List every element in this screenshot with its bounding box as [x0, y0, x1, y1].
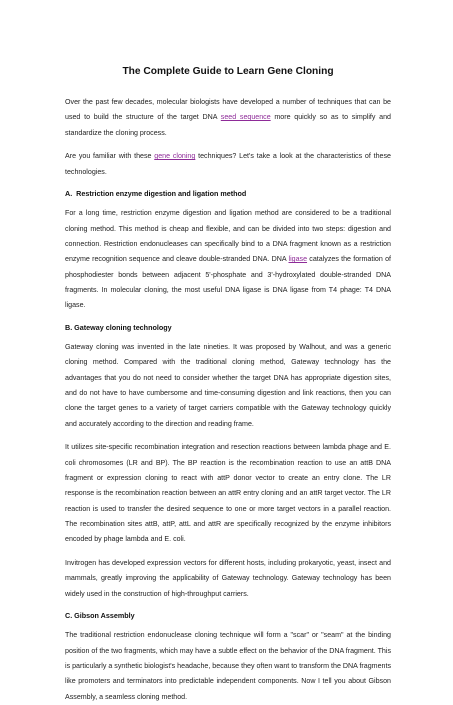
- page-title: The Complete Guide to Learn Gene Cloning: [122, 66, 334, 77]
- section-b-paragraph-3: Invitrogen has developed expression vectors for different hosts, including prokaryotic, yeast, insect and mammals, greatly improving the applicability of Gateway technology. Gateway technology has been widely used in the construction of high-throughput carriers.: [65, 558, 391, 598]
- section-b-paragraph-1: Gateway cloning was invented in the late nineties. It was proposed by Walhout, and was a generic cloning method. Compared with the traditional cloning method, Gateway technology has the advantages that you do not need to consider whether the target DNA has appropriate digestion sites, and do not have to have cumbersome and time-consuming digestion and link reactions, then you can clone the target genes to a variety of target carriers compatible with the Gateway technology quickly and accurately according to the direction and reading frame.: [65, 343, 391, 428]
- section-b-heading: B. Gateway cloning technology: [65, 323, 172, 333]
- section-c-paragraph-1: The traditional restriction endonuclease cloning technique will form a "scar" or "seam" at the binding position of the two fragments, which may have a subtle effect on the behavior of the DNA fragment. This is particularly a synthetic biologist's headache, because they often want to transform the DNA fragments like promoters and terminators into predictable independent components. Now I tell you about Gibson Assembly, a seamless cloning method.: [65, 631, 391, 701]
- section-b-paragraph-2: It utilizes site-specific recombination integration and resection reactions between lambda phage and E. coli chromosomes (LR and BP). The BP reaction is the recombination reaction to use an attB DNA fragment or expression cloning to react with attP donor vector to create an entry clone. The LR response is the recombination reaction between an attR entry cloning and an attR target vector. The LR reaction is used to transfer the desired sequence to one or more target vectors in a parallel reaction. The recombination sites attB, attP, attL and attR are specifically recognized by the enzyme inhibitors encoded by phage lambda and E. coli.: [65, 443, 391, 544]
- section-a-text-after: catalyzes the formation of phosphodiester bonds between adjacent 5'-phosphate and 3'-hydroxylated double-stranded DNA fragments. In molecular cloning, the most useful DNA ligase is DNA ligase from T4 phage: T4 DNA ligase.: [65, 255, 391, 310]
- intro-p1-text-before: Over the past few decades, molecular biologists have developed a number of techniques that can be used to build the structure of the target DNA: [65, 98, 391, 122]
- gene-cloning-link[interactable]: gene cloning: [154, 152, 196, 161]
- intro-paragraph-1: [65, 95, 391, 141]
- ligase-link[interactable]: ligase: [288, 255, 308, 264]
- section-c-heading: C. Gibson Assembly: [65, 611, 135, 621]
- section-a-paragraph: [65, 206, 391, 313]
- section-a-heading: A. Restriction enzyme digestion and ligation method: [65, 189, 247, 199]
- intro-p2-text-before: Are you familiar with these: [65, 152, 155, 161]
- intro-p2-text-after: techniques? Let's take a look at the characteristics of these technologies.: [65, 152, 391, 176]
- intro-paragraph-2: [65, 149, 391, 180]
- intro-p1-text-after: more quickly so as to simplify and standardize the cloning process.: [65, 113, 391, 137]
- seed-sequence-link[interactable]: seed sequence: [220, 113, 271, 122]
- section-a-text-before: For a long time, restriction enzyme digestion and ligation method are considered to be a traditional cloning method. This method is cheap and flexible, and can be divided into two steps: digestion and connection. Restriction endonucleases can specifically bind to a DNA fragment known as a restriction enzyme recognition sequence and cleave double-stranded DNA. DNA: [65, 209, 391, 264]
